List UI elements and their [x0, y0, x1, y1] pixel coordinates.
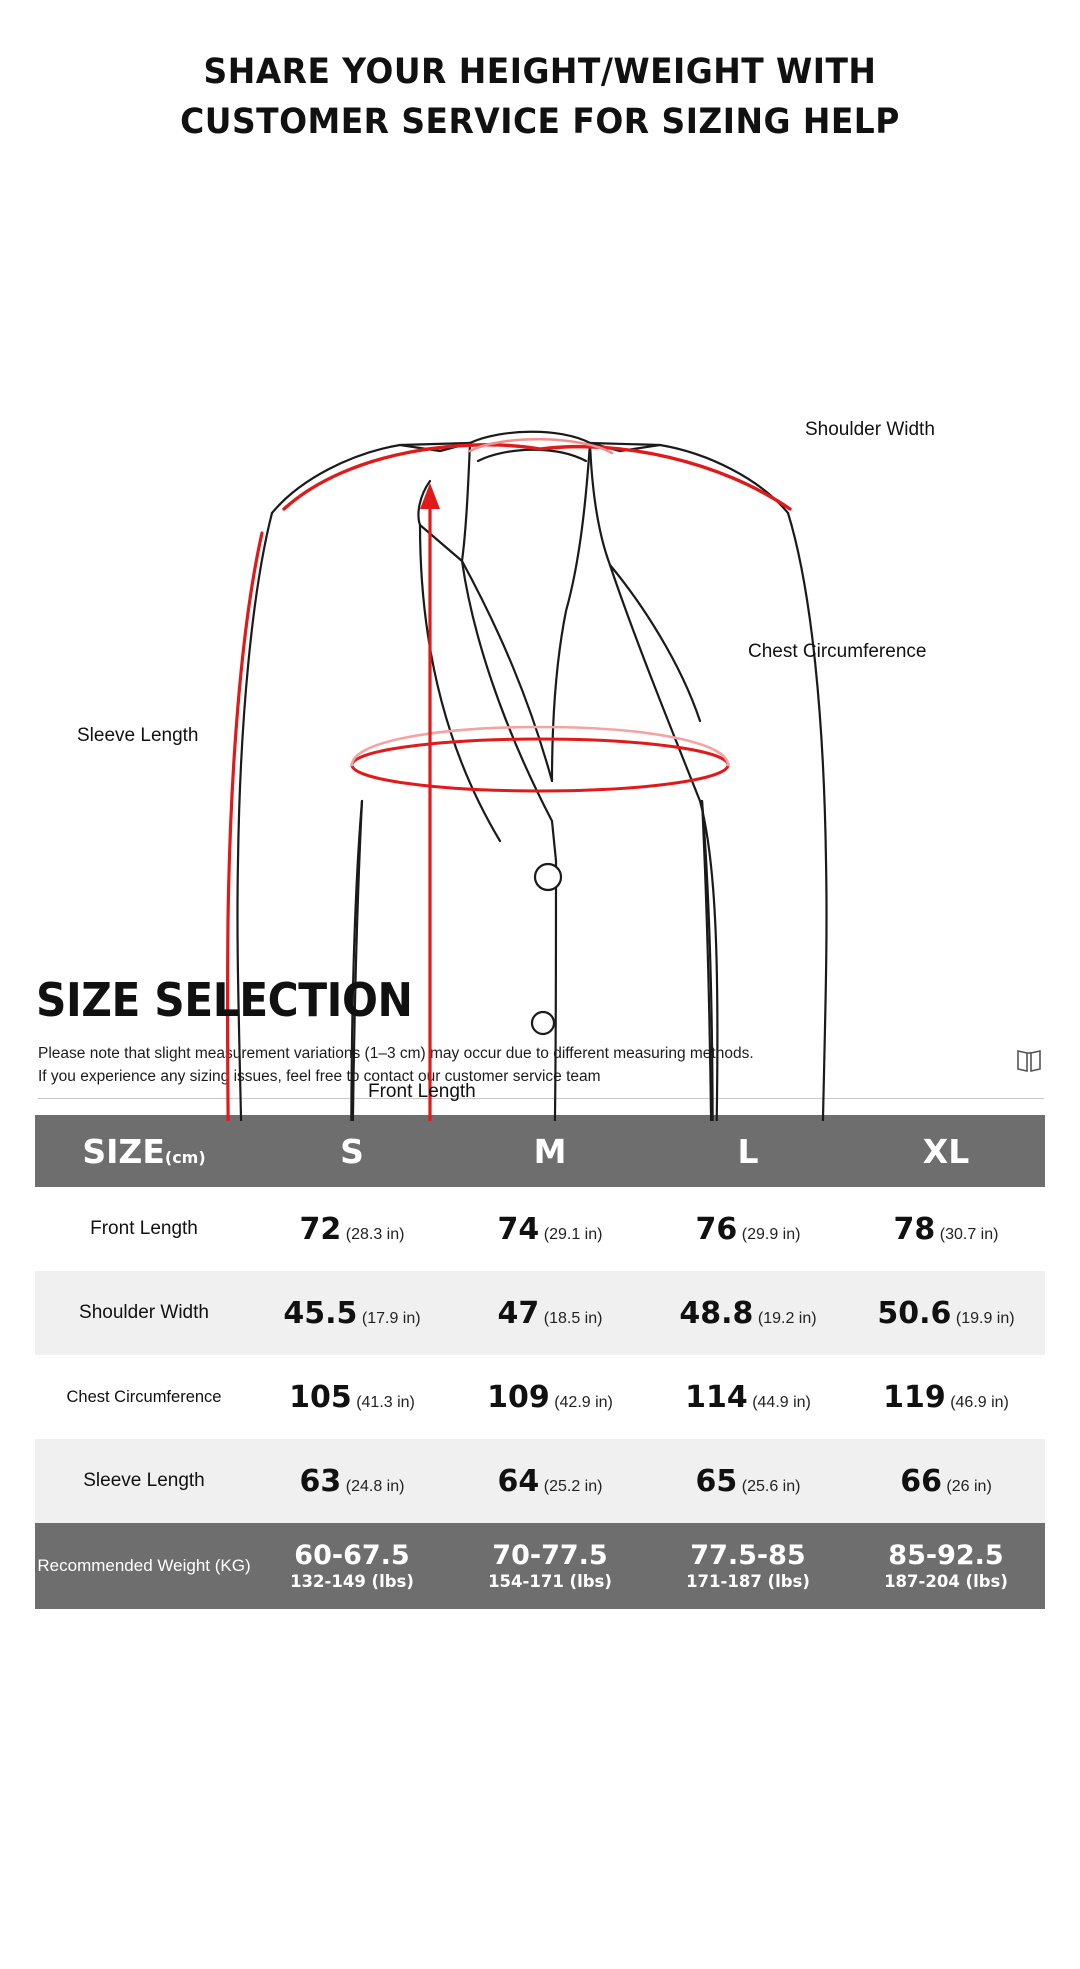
size-selection-title: SIZE SELECTION: [36, 973, 413, 1028]
cell-weight-s: 60-67.5 132-149 (lbs): [290, 1540, 414, 1592]
table-header-row: [35, 1115, 1045, 1187]
header-col-s: S: [340, 1131, 364, 1171]
cell-weight-l: 77.5-85 171-187 (lbs): [686, 1540, 810, 1592]
cell-shoulder-width-m: 47 (18.5 in): [497, 1295, 603, 1331]
header-size-unit: (cm): [164, 1147, 206, 1167]
cell-weight-m: 70-77.5 154-171 (lbs): [488, 1540, 612, 1592]
table-row: [35, 1187, 1045, 1271]
cell-front-length-s: 72 (28.3 in): [299, 1211, 405, 1247]
page-title: [0, 0, 1080, 147]
cell-front-length-m: 74 (29.1 in): [497, 1211, 603, 1247]
cell-chest-m: 109 (42.9 in): [487, 1379, 613, 1415]
button-upper: [535, 864, 561, 890]
page-title-line-1: SHARE YOUR HEIGHT/WEIGHT WITH: [203, 52, 877, 92]
cell-chest-s: 105 (41.3 in): [289, 1379, 415, 1415]
cell-chest-xl: 119 (46.9 in): [883, 1379, 1009, 1415]
row-label-front-length: Front Length: [90, 1218, 198, 1240]
note-line-2: If you experience any sizing issues, feel free to contact our customer service team: [38, 1067, 601, 1085]
table-row: [35, 1439, 1045, 1523]
label-front-length: Front Length: [368, 1081, 476, 1103]
note-line-1: Please note that slight measurement variations (1–3 cm) may occur due to different measuring methods.: [38, 1045, 754, 1063]
row-label-chest-circumference: Chest Circumference: [66, 1387, 222, 1406]
cell-sleeve-m: 64 (25.2 in): [497, 1463, 603, 1499]
cell-sleeve-s: 63 (24.8 in): [299, 1463, 405, 1499]
label-shoulder-width: Shoulder Width: [805, 419, 935, 441]
header-size-label: SIZE: [82, 1131, 165, 1171]
row-label-sleeve-length: Sleeve Length: [83, 1470, 205, 1492]
cell-sleeve-l: 65 (25.6 in): [695, 1463, 801, 1499]
table-row: [35, 1271, 1045, 1355]
header-col-xl: XL: [922, 1131, 970, 1171]
page-title-line-2: CUSTOMER SERVICE FOR SIZING HELP: [180, 101, 900, 142]
recommended-weight-row: [35, 1523, 1045, 1609]
size-table: [35, 1115, 1045, 1609]
cell-sleeve-xl: 66 (26 in): [900, 1463, 992, 1499]
row-label-recommended-weight: Recommended Weight (KG): [37, 1556, 251, 1576]
cell-shoulder-width-l: 48.8 (19.2 in): [679, 1295, 817, 1331]
cell-front-length-l: 76 (29.9 in): [695, 1211, 801, 1247]
header-col-l: L: [737, 1131, 759, 1171]
row-label-shoulder-width: Shoulder Width: [79, 1302, 209, 1324]
cell-shoulder-width-xl: 50.6 (19.9 in): [877, 1295, 1015, 1331]
cell-shoulder-width-s: 45.5 (17.9 in): [283, 1295, 421, 1331]
label-chest-circumference: Chest Circumference: [748, 641, 927, 663]
cell-chest-l: 114 (44.9 in): [685, 1379, 811, 1415]
cell-front-length-xl: 78 (30.7 in): [893, 1211, 999, 1247]
table-row: [35, 1355, 1045, 1439]
header-size-cell: [35, 1115, 253, 1187]
label-sleeve-length: Sleeve Length: [77, 725, 199, 747]
header-col-m: M: [533, 1131, 567, 1171]
cell-weight-xl: 85-92.5 187-204 (lbs): [884, 1540, 1008, 1592]
